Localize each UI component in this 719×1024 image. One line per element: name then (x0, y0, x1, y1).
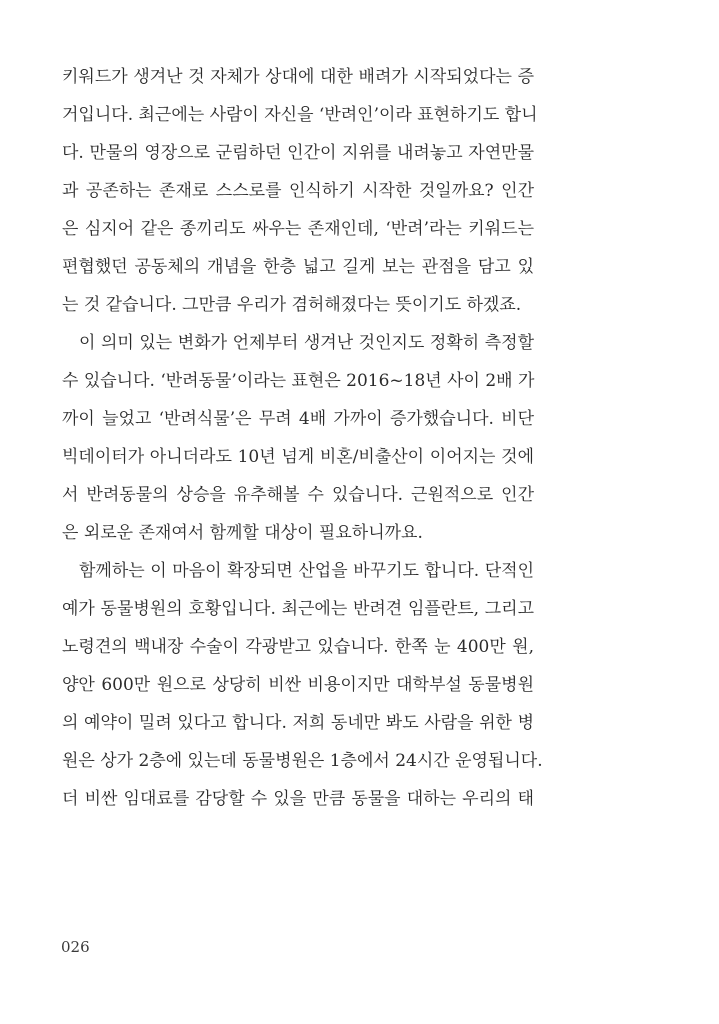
text-line: 은 심지어 같은 종끼리도 싸우는 존재인데, ‘반려’라는 키워드는 (62, 219, 534, 239)
text-line: 과 공존하는 존재로 스스로를 인식하기 시작한 것일까요? 인간 (62, 181, 534, 201)
page-body (62, 58, 543, 818)
text-line: 더 비싼 임대료를 감당할 수 있을 만큼 동물을 대하는 우리의 태 (62, 789, 534, 809)
text-line: 까이 늘었고 ‘반려식물’은 무려 4배 가까이 증가했습니다. 비단 (62, 409, 534, 429)
text-line: 키워드가 생겨난 것 자체가 상대에 대한 배려가 시작되었다는 증 (62, 67, 534, 87)
text-line: 의 예약이 밀려 있다고 합니다. 저희 동네만 봐도 사람을 위한 병 (62, 713, 534, 733)
text-line: 예가 동물병원의 호황입니다. 최근에는 반려견 임플란트, 그리고 (62, 599, 534, 619)
text-line: 서 반려동물의 상승을 유추해볼 수 있습니다. 근원적으로 인간 (62, 485, 534, 505)
text-line: 양안 600만 원으로 상당히 비싼 비용이지만 대학부설 동물병원 (62, 675, 534, 695)
text-line: 이 의미 있는 변화가 언제부터 생겨난 것인지도 정확히 측정할 (79, 333, 534, 353)
text-line: 다. 만물의 영장으로 군림하던 인간이 지위를 내려놓고 자연만물 (62, 143, 534, 163)
text-line: 거입니다. 최근에는 사람이 자신을 ‘반려인’이라 표현하기도 합니 (62, 105, 538, 125)
text-line: 원은 상가 2층에 있는데 동물병원은 1층에서 24시간 운영됩니다. (62, 751, 543, 771)
text-line: 은 외로운 존재여서 함께할 대상이 필요하니까요. (62, 523, 423, 543)
text-line: 수 있습니다. ‘반려동물’이라는 표현은 2016~18년 사이 2배 가 (62, 371, 535, 391)
text-line: 함께하는 이 마음이 확장되면 산업을 바꾸기도 합니다. 단적인 (79, 561, 534, 581)
text-line: 노령견의 백내장 수술이 각광받고 있습니다. 한쪽 눈 400만 원, (62, 637, 534, 657)
text-line: 빅데이터가 아니더라도 10년 넘게 비혼/비출산이 이어지는 것에 (62, 447, 534, 467)
text-line: 편협했던 공동체의 개념을 한층 넓고 길게 보는 관점을 담고 있 (62, 257, 534, 277)
text-line: 는 것 같습니다. 그만큼 우리가 겸허해졌다는 뜻이기도 하겠죠. (62, 295, 522, 315)
page-number: 026 (61, 938, 90, 956)
